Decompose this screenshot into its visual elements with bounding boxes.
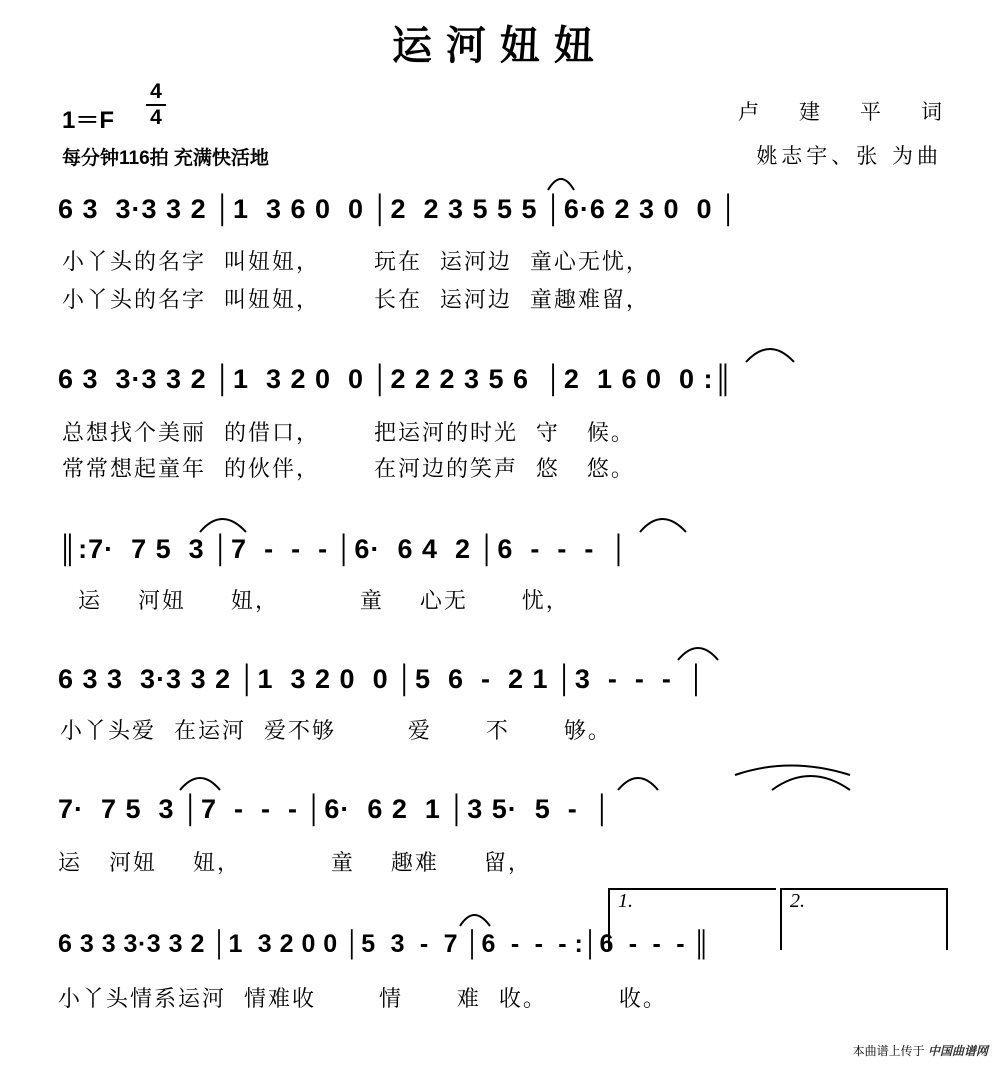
notes-row-3: ║:7· 7 5 3 │7 - - - │6· 6 4 2 │6 - - - │ xyxy=(58,534,630,564)
slur-7 xyxy=(618,778,658,790)
slur-8 xyxy=(735,766,850,776)
volta-label-2: 2. xyxy=(790,890,805,912)
footer-text: 本曲谱上传于 xyxy=(852,1044,925,1058)
slur-6 xyxy=(180,778,220,790)
lyrics-row-1-verse-1: 小丫头的名字 叫妞妞， 玩在 运河边 童心无忧， xyxy=(62,250,650,275)
notes-row-5: 7· 7 5 3 │7 - - - │6· 6 2 1 │3 5· 5 - │ xyxy=(58,794,613,824)
time-signature-bottom: 4 xyxy=(146,104,166,130)
lyricist-credit: 卢建平词 xyxy=(738,100,982,124)
footer xyxy=(853,1042,988,1059)
key-signature: 1＝F xyxy=(62,107,115,134)
lyrics-row-2-verse-2: 常常想起童年 的伙伴， 在河边的笑声 悠 悠。 xyxy=(62,457,635,482)
lyrics-row-3: 运 河妞 妞， 童 心无 忧， xyxy=(78,589,570,614)
lyrics-row-5: 运 河妞 妞， 童 趣难 留， xyxy=(58,851,532,876)
slur-2 xyxy=(746,349,794,362)
slur-5 xyxy=(678,648,718,660)
site-logo: 中国曲谱网 xyxy=(927,1044,988,1058)
lyrics-row-6: 小丫头情系运河 情难收 情 难 收。 收。 xyxy=(58,987,667,1012)
time-signature-top: 4 xyxy=(150,80,162,103)
notes-row-4: 6 3 3 3·3 3 2 │1 3 2 0 0 │5 6 - 2 1 │3 - - - │ xyxy=(58,664,707,694)
song-title: 运河妞妞 xyxy=(392,22,608,69)
notes-row-6: 6 3 3 3·3 3 2 │1 3 2 0 0 │5 3 - 7 │6 - - - :│6 - - - ║ xyxy=(58,930,711,958)
slur-1 xyxy=(548,179,574,190)
tempo-marking: 每分钟116拍 充满快活地 xyxy=(62,148,269,169)
slur-4 xyxy=(640,519,686,532)
volta-label-1: 1. xyxy=(618,890,633,912)
slur-3 xyxy=(200,519,246,532)
lyrics-row-2-verse-1: 总想找个美丽 的借口， 把运河的时光 守 候。 xyxy=(62,421,635,446)
lyrics-row-1-verse-2: 小丫头的名字 叫妞妞， 长在 运河边 童趣难留， xyxy=(62,288,650,313)
slur-9 xyxy=(772,776,850,790)
composer-credit: 姚志宇、张 为曲 xyxy=(756,144,942,168)
lyrics-row-4: 小丫头爱 在运河 爱不够 爱 不 够。 xyxy=(60,719,612,744)
notes-row-1: 6 3 3·3 3 2 │1 3 6 0 0 │2 2 3 5 5 5 │6·6 2 3 0 0 │ xyxy=(58,194,739,224)
notes-row-2: 6 3 3·3 3 2 │1 3 2 0 0 │2 2 2 3 5 6 │2 1 6 0 0 :║ xyxy=(58,364,734,394)
slur-10 xyxy=(460,915,490,926)
